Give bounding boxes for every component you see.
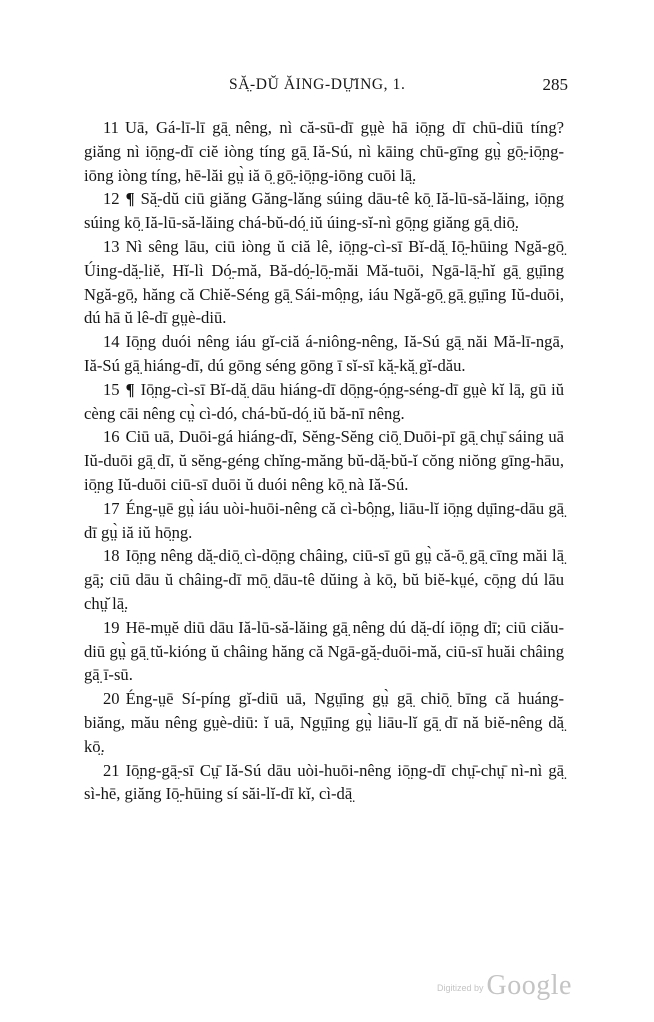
verse-19 (84, 616, 564, 687)
verse-number: 12 (103, 189, 120, 209)
verse-number: 14 (103, 332, 120, 352)
verse-number: 13 (103, 236, 120, 256)
watermark-label: Digitized by (437, 983, 484, 993)
verse-number: 18 (103, 546, 120, 566)
verse-11 (84, 116, 564, 187)
verse-text: Hē-mṳĕ diū dāu Iă-lū-să-lăing gā̤ nêng dú dă̤-dí iō̤ng dī; ciū ciău-diū gṳ̀ gā̤ tŭ-kióng ŭ châing hăng că Ngā-gă̤-duōi-mă, ciū-sī huăi châing gā̤ ī-sū. (84, 617, 564, 685)
verse-number: 16 (103, 427, 120, 447)
verse-text: Să̤-dŭ ciū giăng Găng-lăng súing dāu-tê kō̤ Iă-lū-să-lăing, iō̤ng súing kō̤ Iă-lū-să-lăing chá-bŭ-dó̤ iŭ úing-sĭ-nì gō̤ng giăng gā̤ diō̤. (84, 189, 564, 233)
verse-number: 15 (103, 379, 120, 399)
verse-text: Iō̤ng-cì-sī Bĭ-dă̤ dāu hiáng-dī dō̤ng-ó̤ng-séng-dī gṳè kĭ lā̤, gū iŭ cèng cāi nêng cṳ̀ cì-dó, chá-bŭ-dó̤ iŭ bă-nī nêng. (84, 379, 564, 423)
verse-number: 20 (103, 689, 120, 709)
verse-text: Uā, Gá-lī-lī gā̤ nêng, nì că-sū-dī gṳè hā iō̤ng dī chū-diū tíng? giăng nì iō̤ng-dī ciĕ iòng tíng gā̤ Iă-Sú, nì kāing chū-gīng gṳ̀ gō̤-iō̤ng-iōng iòng tíng, hē-lăi gṳ̀ iă ō̤ gō̤-iō̤ng-iōng cuōi lā̤. (84, 118, 564, 185)
verse-17 (84, 497, 564, 545)
verse-18 (84, 544, 564, 615)
digitized-watermark (437, 970, 572, 1010)
verse-text: Ciū uā, Duōi-gá hiáng-dī, Sĕng-Sĕng ciō̤ Duōi-pī gā̤ chṳ̄ sáing uā Iŭ-duōi gā̤ dī, ŭ sĕng-géng chĭng-măng bŭ-dă̤-bŭ-ĭ cŏng niŏng gīng-hāu, iō̤ng Iŭ-duōi ciū-sī duōi ŭ duói nêng kō̤ nà Iă-Sú. (84, 427, 564, 494)
verse-text: Éng-ṳē Sí-píng gĭ-diū uā, Ngṳ̄ing gṳ̀ gā̤ chiō̤ bīng că huáng-biăng, mău nêng gṳè-diū: ĭ uā, Ngṳ̄ing gṳ̀ liāu-lĭ gā̤ dī nă biĕ-nêng dă̤ kō̤. (84, 689, 564, 756)
verse-14 (84, 330, 564, 378)
pilcrow-mark: ¶ (125, 189, 135, 209)
verse-13 (84, 235, 564, 330)
page-header (84, 76, 570, 100)
verse-number: 21 (103, 760, 120, 780)
verse-20 (84, 687, 564, 758)
verse-21 (84, 759, 564, 807)
verse-text: Iō̤ng-gā̤-sī Cṳ̄ Iă-Sú dāu uòi-huōi-nêng iō̤ng-dī chṳ̄-chṳ̄ nì-nì gā̤ sì-hē, giăng Iō̤-hūing sí săi-lĭ-dī kĭ, cì-dā̤ (84, 760, 564, 804)
verse-16 (84, 425, 564, 496)
verse-12 (84, 187, 564, 235)
verse-number: 19 (103, 617, 120, 637)
verse-list (84, 116, 564, 806)
verse-15 (84, 378, 564, 426)
watermark-brand: Google (486, 970, 572, 1001)
page-number: 285 (542, 75, 568, 94)
verse-text: Éng-ṳē gṳ̀ iáu uòi-huōi-nêng că cì-bô̤ng, liāu-lĭ iō̤ng dṳ̄ing-dāu gā̤ dī gṳ̀ iă iŭ hō̤ng. (84, 498, 564, 542)
verse-text: Iō̤ng nêng dă̤-diō̤ cì-dō̤ng châing, ciū-sī gū gṳ̀ că-ō̤ gā̤ cīng măi lā̤ gā̤; ciū dāu ŭ châing-dī mō̤ dāu-tê dŭing à kō̤, bŭ biĕ-kṳé, cō̤ng dú lāu chṳ̆ lā̤. (84, 546, 564, 613)
pilcrow-mark: ¶ (125, 379, 135, 399)
verse-number: 11 (103, 118, 119, 137)
verse-text: Iō̤ng duói nêng iáu gĭ-ciă á-niông-nêng, Iă-Sú gā̤ năi Mă-lī-ngā, Iă-Sú gā̤ hiáng-dī, dú gōng séng gōng ī sĭ-sī kă̤-kă̤ gĭ-dău. (84, 332, 564, 375)
running-head: SĂ̤-DŬ ĂING-DṲ̆ING, 1. (229, 76, 406, 93)
verse-text: Nì sêng lāu, ciū iòng ŭ ciă lê, iō̤ng-cì-sī Bĭ-dă̤ Iō̤-hūing Ngă-gō̤ Úing-dă̤-liĕ, Hĭ-lì Dó̤-mă, Bă-dó̤-lō̤-măi Mă-tuōi, Ngā-lā̤-hĭ gā̤ gṳ̄ing Ngă-gō̤, hăng că Chiĕ-Séng gā̤ Sái-mô̤ng, iáu Ngă-gō̤ gā̤ gṳ̄ing Iŭ-duōi, dú hā ŭ lê-dī gṳè-diū. (84, 236, 564, 328)
verse-number: 17 (103, 498, 120, 518)
